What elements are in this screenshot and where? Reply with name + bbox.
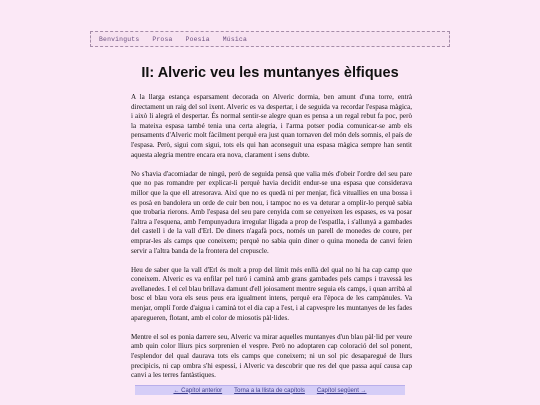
nav-link-musica[interactable]: Música [222,35,247,43]
chapter-navigation-bar [135,385,405,395]
nav-link-prosa[interactable]: Prosa [152,35,173,43]
nav-link-benvinguts[interactable]: Benvinguts [99,35,140,43]
previous-chapter-link[interactable]: ← Capítol anterior [173,387,223,394]
nav-link-poesia[interactable]: Poesia [185,35,210,43]
paragraph-2: No s'havia d'acomiadar de ningú, però de seguida pensà que valia més d'obeir l'ordre del seu pare que no pas romandre per explicar-li perquè havia decidit endur-se una espasa que considerava millor que la que ell atresorava. Així que no es quedà ni per menjar, ficà vituallies en una bossa i es posà en bandolera un orde de cuir ben nou, i tampoc no es va deturar a omplir-lo perquè sabia que trobaria rierons. Amb l'espasa del seu pare cenyida com se cenyeixen les espases, es va posar l'altra a l'esquena, amb l'empunyadura irregular lligada a prop de l'espatlla, i s'allunyà a gambades del castell i de la vall d'Erl. De diners n'agafà pocs, només un parell de monedes de coure, per emprar-les als camps que coneixem; perquè no sabia quin diner o quina moneda de canvi feien servir a l'altra banda de la frontera del crepuscle. [131,169,412,255]
next-chapter-link[interactable]: Capítol següent → [316,387,367,394]
paragraph-1: A la llarga estança esparsament decorada on Alveric dormia, ben amunt d'una torre, entrà directament un raig del sol ixent. Alveric es va despertar, i de seguida va recordar l'espasa màgica, i això li alegrà el despertar. És normal sentir-se alegre quan es pensa a un regal rebut fa poc, però la mateixa espasa també tenia una certa alegria, i l'arma potser podia comunicar-se amb els pensaments d'Alveric molt fàcilment perquè era just quan tornaven del món dels somnis, el país de l'espasa. Però, sigui com sigui, tots els qui han aconseguit una espasa màgica sempre han sentit aquesta alegria mentre encara era nova, clarament i sens dubte. [131,93,412,159]
page-title: II: Alveric veu les muntanyes èlfiques [141,65,399,81]
paragraph-4: Mentre el sol es ponia darrere seu, Alveric va mirar aquelles muntanyes d'un blau pàl·lid per veure amb quin color lliurs pics sorprenien el vespre. Però no adoptaren cap coloració del sol ponent, l'esplendor del qual daurava tots els camps que coneixem; ni un sol pic desaparegué de llurs precipicis, ni cap ombra s'hi espessí, i Alveric va descobrir que res del que passa aquí causa cap canvi a les terres fantàstiques. [131,332,412,380]
top-navigation [90,31,450,47]
paragraph-3: Heu de saber que la vall d'Erl és molt a prop del límit més enllà del qual no hi ha cap camp que coneixem. Alveric es va enfilar pel turó i caminà amb grans gambades pels camps i travessà les avellanedes. I el cel blau brillava damunt d'ell joiosament mentre seguia els camps, i quan arribà al bosc el blau vora els seus peus era igualment intens, perquè era l'època de les campànules. Va menjar, omplí l'orde d'aigua i caminà tot el dia cap a l'est, i al capvespre les muntanyes de les fades aparegueren, flotant, amb el color de miosotis pàl·lides. [131,265,412,322]
chapter-text [131,93,412,390]
chapter-list-link[interactable]: Torna a la llista de capítols [234,387,305,394]
